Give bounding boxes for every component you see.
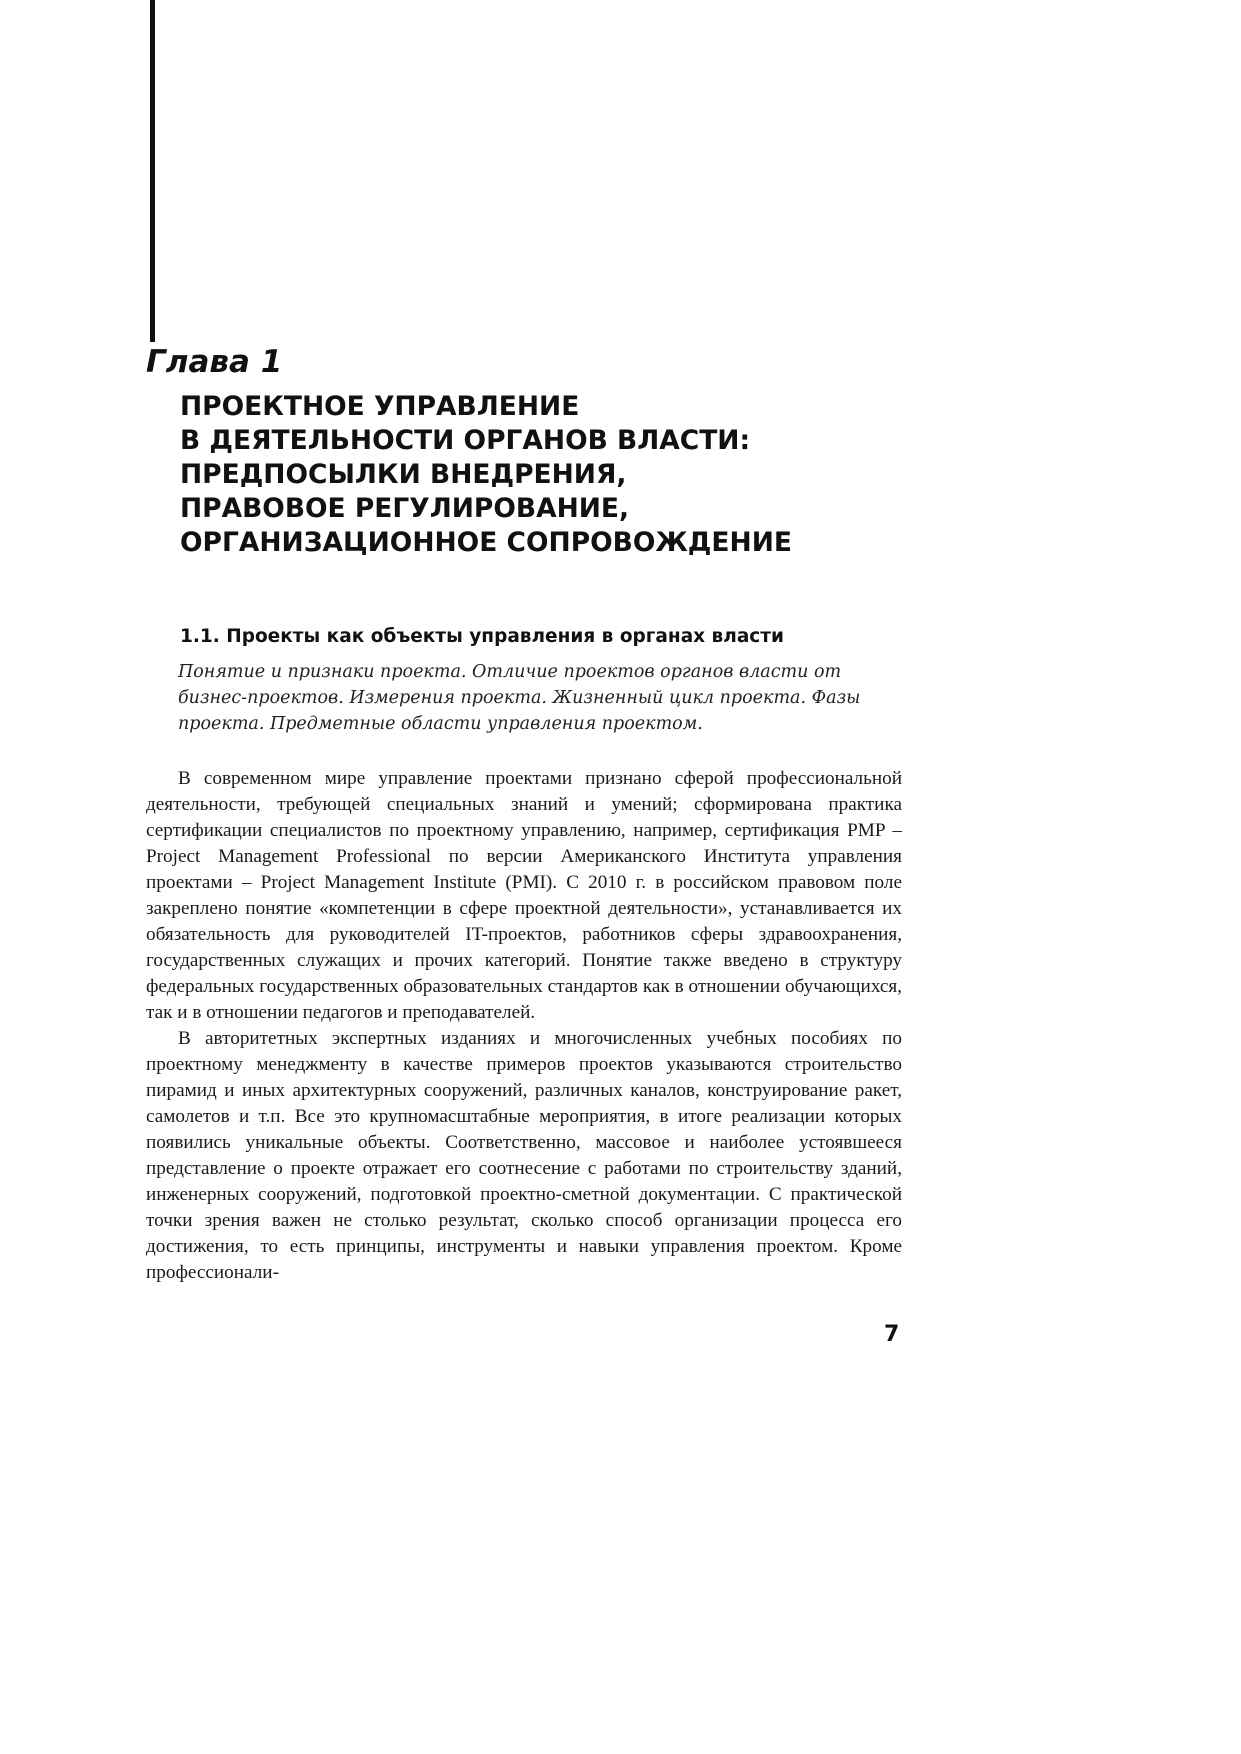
page-number: 7	[884, 1322, 900, 1347]
body-text	[146, 766, 902, 1286]
body-paragraph: В современном мире управление проектами признано сферой профессиональной деятельности, требующей специальных знаний и умений; сформирована практика сертификации специалистов по проектному управлению, например, сертификация PMP – Project Management Professional по версии Американского Института управления проектами – Project Management Institute (PMI). С 2010 г. в российском правовом поле закреплено понятие «компетенции в сфере проектной деятельности», устанавливается их обязательность для руководителей IT-проектов, работников сферы здравоохранения, государственных служащих и прочих категорий. Понятие также введено в структуру федеральных государственных образовательных стандартов как в отношении обучающихся, так и в отношении педагогов и преподавателей.	[146, 768, 902, 1023]
chapter-title-line: ПРОЕКТНОЕ УПРАВЛЕНИЕ	[180, 391, 580, 422]
chapter-title-line: В ДЕЯТЕЛЬНОСТИ ОРГАНОВ ВЛАСТИ:	[180, 425, 751, 456]
chapter-label: Глава 1	[146, 344, 283, 380]
section-heading: 1.1. Проекты как объекты управления в органах власти	[180, 626, 784, 647]
body-paragraph: В авторитетных экспертных изданиях и многочисленных учебных пособиях по проектному менеджменту в качестве примеров проектов указываются строительство пирамид и иных архитектурных сооружений, различных каналов, конструирование ракет, самолетов и т.п. Все это крупномасштабные мероприятия, в итоге реализации которых появились уникальные объекты. Соответственно, массовое и наиболее устоявшееся представление о проекте отражает его соотнесение с работами по строительству зданий, инженерных сооружений, подготовкой проектно-сметной документации. С практической точки зрения важен не столько результат, сколько способ организации процесса его достижения, то есть принципы, инструменты и навыки управления проектом. Кроме профессионали-	[146, 1028, 902, 1283]
chapter-title-line: ПРАВОВОЕ РЕГУЛИРОВАНИЕ,	[180, 493, 630, 524]
chapter-title-line: ОРГАНИЗАЦИОННОЕ СОПРОВОЖДЕНИЕ	[180, 527, 792, 558]
section-summary: Понятие и признаки проекта. Отличие проектов органов власти от бизнес-проектов. Измерения проекта. Жизненный цикл проекта. Фазы проекта. Предметные области управления проектом.	[178, 662, 861, 734]
chapter-title	[180, 390, 792, 560]
chapter-vertical-rule	[150, 0, 155, 342]
chapter-title-line: ПРЕДПОСЫЛКИ ВНЕДРЕНИЯ,	[180, 459, 627, 490]
